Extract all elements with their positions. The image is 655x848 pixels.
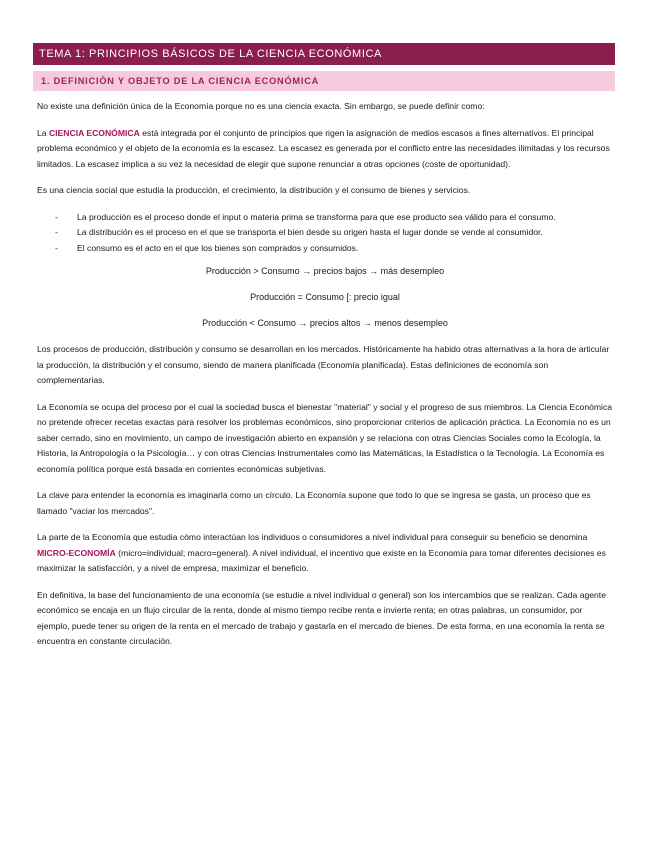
equation-surplus: Producción > Consumo → precios bajos → más desempleo [205,266,445,276]
list-bullet: - [55,227,58,237]
document-body [33,99,615,650]
micro-text: (micro=individual; macro=general). A nivel individual, el incentivo que existe en la Economía para tomar diferentes decisiones es maximizar la satisfacción, y a nivel de empresa, maximizar el beneficio. [37,547,606,573]
term-micro-economia: MICRO-ECONOMÍA [37,547,116,558]
conclusion-paragraph: En definitiva, la base del funcionamiento de una economía (se estudie a nivel individual o general) son los intercambios que se realizan. Cada agente económico se encaja en un flujo circular de la renta, donde al mismo tiempo recibe renta e invierte renta; en otras palabras, un consumidor, por ejemplo, puede tener su origen de la renta en el mercado de trabajo y gastarla en el mercado de bienes. De esta forma, en una economía la renta se encuentra en constante circulación. [37,589,606,646]
equation-balance: Producción = Consumo [: precio igual [250,292,400,302]
list-bullet: - [55,242,58,253]
wellbeing-paragraph: La Economía se ocupa del proceso por el cual la sociedad busca el bienestar "material" y social y el progreso de sus miembros. La Ciencia Económica no pretende ofrecer recetas exactas para resolver los problemas económicos, sino proporcionar criterios de aplicación práctica. La Economía no es un saber cerrado, sino en movimiento, un campo de investigación abierto en expansión y se relaciona con otras Ciencias Sociales como la Ecología, la Historia, la Antropología o la Psicología… y con otras Ciencias Instrumentales como las Matemáticas, la Estadística o la Tecnología. La Economía es economía política porque está basada en corrientes económicas subjetivas. [37,401,613,474]
process-list [37,210,613,257]
intro-paragraph: No existe una definición única de la Economía porque no es una ciencia exacta. Sin embargo, se puede definir como: [37,101,485,111]
list-item-text: El consumo es el acto en el que los bienes son comprados y consumidos. [77,242,359,253]
definition-paragraph [37,126,613,173]
definition-prefix: La [37,127,49,138]
chapter-title: TEMA 1: PRINCIPIOS BÁSICOS DE LA CIENCIA ECONÓMICA [33,43,615,65]
list-bullet: - [55,211,58,222]
list-item [37,241,613,257]
definition-text: está integrada por el conjunto de principios que rigen la asignación de medios escasos a fines alternativos. El principal problema económico y el objeto de la economía es la escasez. La escasez es generada por el conflicto entre las necesidades ilimitadas y los recursos limitados. La escasez implica a su vez la necesidad de elegir que supone renunciar a otras opciones (coste de oportunidad). [37,127,610,169]
list-item-text: La producción es el proceso donde el input o materia prima se transforma para que ese producto sea válido para el consumo. [77,211,556,222]
list-item [37,225,613,241]
section-heading: 1. DEFINICIÓN Y OBJETO DE LA CIENCIA ECONÓMICA [33,71,615,91]
markets-paragraph: Los procesos de producción, distribución y consumo se desarrollan en los mercados. Históricamente ha habido otras alternativas a la hora de articular la producción, la distribución y el consumo, siendo de manera planificada (Economía planificada). Estas definiciones de economía son complementarias. [37,344,610,385]
list-item-text: La distribución es el proceso en el que se transporta el bien desde su origen hasta el lugar donde se vende al consumidor. [77,227,543,237]
social-science-paragraph: Es una ciencia social que estudia la producción, el crecimiento, la distribución y el consumo de bienes y servicios. [37,185,471,195]
micro-prefix: La parte de la Economía que estudia cómo interactúan los individuos o consumidores a nivel individual para conseguir su beneficio se denomina [37,532,588,542]
list-item [37,210,613,226]
term-ciencia-economica: CIENCIA ECONÓMICA [48,127,140,138]
equation-deficit: Producción < Consumo → precios altos → menos desempleo [202,318,448,328]
circle-paragraph: La clave para entender la economía es imaginarla como un círculo. La Economía supone que todo lo que se ingresa se gasta, un proceso que es llamado "vaciar los mercados". [37,490,591,516]
microeconomics-paragraph [37,530,613,577]
